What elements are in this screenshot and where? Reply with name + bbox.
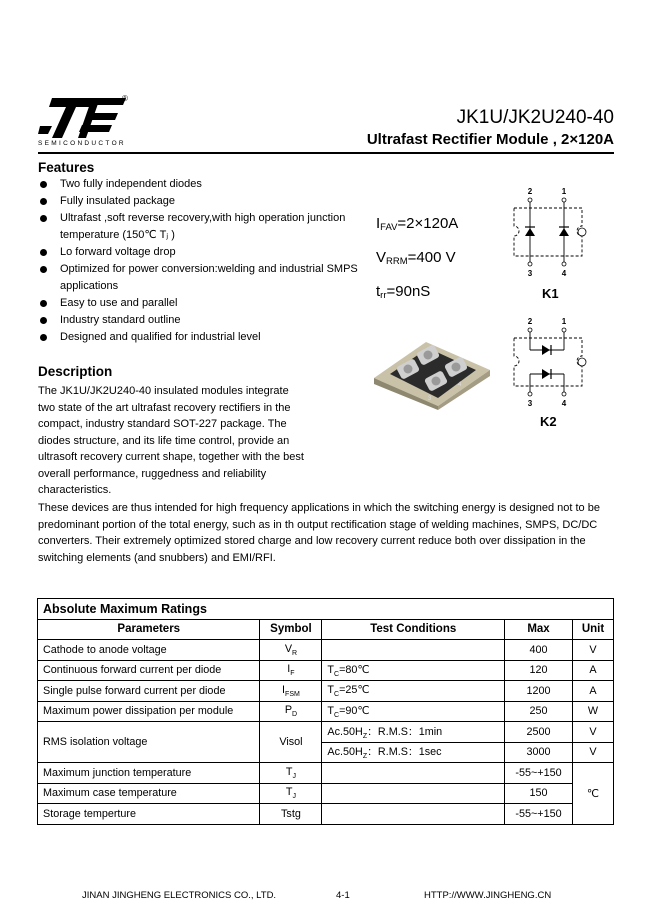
table-row bbox=[38, 804, 614, 825]
feature-item: Easy to use and parallel bbox=[38, 295, 368, 312]
table-row bbox=[38, 722, 614, 743]
condition-cell: $T_C=80℃$ bbox=[322, 660, 505, 681]
unit-cell: A bbox=[572, 660, 613, 681]
temp-unit-cell: ℃ bbox=[572, 763, 613, 825]
description-paragraph: The JK1U/JK2U240-40 insulated modules integrate two state of the art ultrafast recovery rectifiers in the compact, industry standard SOT-227 package. The diodes structure, and its life time control, provide an ultrasoft recovery current shape, together with the best overall performance, ruggedness and reliability characteristics. bbox=[38, 385, 304, 496]
features-heading: Features bbox=[38, 160, 95, 175]
feature-item: Fully insulated package bbox=[38, 193, 368, 210]
max-cell: 400 bbox=[505, 640, 573, 661]
param-cell: RMS isolation voltage bbox=[38, 722, 260, 763]
col-header-unit: Unit bbox=[572, 619, 613, 640]
registered-mark: ® bbox=[122, 94, 128, 103]
description-heading: Description bbox=[38, 364, 113, 379]
max-cell: 120 bbox=[505, 660, 573, 681]
param-cell: Storage temperture bbox=[38, 804, 260, 825]
k1-circuit-diagram bbox=[504, 186, 596, 281]
max-cell: 1200 bbox=[505, 681, 573, 702]
package-pin-4: 4 bbox=[458, 382, 462, 388]
feature-item: Ultrafast ,soft reverse recovery,with high operation junction temperature (150℃ Tⱼ ) bbox=[38, 210, 368, 244]
document-subtitle: Ultrafast Rectifier Module , 2×120A bbox=[366, 131, 614, 148]
symbol-cell: $I_{FSM}$ bbox=[260, 681, 322, 702]
feature-item: Industry standard outline bbox=[38, 312, 368, 329]
k1-pin-3: 3 bbox=[527, 269, 533, 278]
condition-cell bbox=[322, 804, 505, 825]
k1-label: K1 bbox=[542, 286, 559, 301]
col-header-symbol: Symbol bbox=[260, 619, 322, 640]
k1-pin-2: 2 bbox=[527, 187, 533, 196]
condition-cell bbox=[322, 763, 505, 784]
footer-url[interactable]: HTTP://WWW.JINGHENG.CN bbox=[424, 890, 552, 901]
symbol-cell: $P_D$ bbox=[260, 701, 322, 722]
table-row bbox=[38, 681, 614, 702]
param-cell: Maximum junction temperature bbox=[38, 763, 260, 784]
condition-cell bbox=[322, 640, 505, 661]
max-cell: -55~+150 bbox=[505, 763, 573, 784]
table-row bbox=[38, 701, 614, 722]
k2-pin-1: 1 bbox=[561, 317, 567, 326]
condition-cell: $Ac.50H_Z$：R.M.S：1min bbox=[322, 722, 505, 743]
param-cell: Maximum case temperature bbox=[38, 783, 260, 804]
spec-trr: $t_{rr}=90nS$ bbox=[376, 283, 431, 301]
max-cell: 3000 bbox=[505, 742, 573, 763]
table-row bbox=[38, 783, 614, 804]
symbol-cell: $T_J$ bbox=[260, 783, 322, 804]
footer-page-number: 4-1 bbox=[336, 890, 350, 901]
table-row bbox=[38, 660, 614, 681]
spec-ifav: $I_{FAV}=2\times 120A$ bbox=[376, 215, 459, 233]
company-tagline: SEMICONDUCTOR bbox=[38, 140, 126, 147]
symbol-cell: $I_F$ bbox=[260, 660, 322, 681]
ratings-table bbox=[37, 598, 614, 825]
symbol-cell: Visol bbox=[260, 722, 322, 763]
symbol-cell: Tstg bbox=[260, 804, 322, 825]
k2-pin-4: 4 bbox=[561, 399, 567, 408]
k1-pin-4: 4 bbox=[561, 269, 567, 278]
k2-pin-3: 3 bbox=[527, 399, 533, 408]
param-cell: Cathode to anode voltage bbox=[38, 640, 260, 661]
symbol-cell: $V_R$ bbox=[260, 640, 322, 661]
k2-label: K2 bbox=[540, 414, 557, 429]
spec-vrrm: $V_{RRM}=400$ V bbox=[376, 249, 456, 267]
unit-cell: A bbox=[572, 681, 613, 702]
unit-cell: W bbox=[572, 701, 613, 722]
condition-cell: $T_C=90℃$ bbox=[322, 701, 505, 722]
col-header-parameters: Parameters bbox=[38, 619, 260, 640]
table-header-row bbox=[38, 619, 614, 640]
description-paragraph-2: These devices are thus intended for high frequency applications in which the switching energy is designed not to be predominant portion of the total energy, such as in th output rectification stage of welding machines, SMPS, DC/DC converters. Their extremely optimized stored charge and low recovery current reduce both over dissipation in the switching elements (and snubbers) and EMI/RFI. bbox=[38, 502, 600, 564]
max-cell: -55~+150 bbox=[505, 804, 573, 825]
features-list bbox=[38, 176, 368, 346]
unit-cell: V bbox=[572, 742, 613, 763]
param-cell: Single pulse forward current per diode bbox=[38, 681, 260, 702]
feature-item: Lo forward voltage drop bbox=[38, 244, 368, 261]
col-header-max: Max bbox=[505, 619, 573, 640]
condition-cell: $Ac.50H_Z$：R.M.S：1sec bbox=[322, 742, 505, 763]
feature-item: Two fully independent diodes bbox=[38, 176, 368, 193]
k2-pin-2: 2 bbox=[527, 317, 533, 326]
symbol-cell: $T_J$ bbox=[260, 763, 322, 784]
table-row bbox=[38, 763, 614, 784]
footer-company: JINAN JINGHENG ELECTRONICS CO., LTD. bbox=[82, 890, 277, 901]
table-title-row bbox=[38, 599, 614, 620]
header-divider bbox=[38, 152, 614, 154]
max-cell: 2500 bbox=[505, 722, 573, 743]
max-cell: 150 bbox=[505, 783, 573, 804]
param-cell: Maximum power dissipation per module bbox=[38, 701, 260, 722]
unit-cell: V bbox=[572, 640, 613, 661]
part-number: JK1U/JK2U240-40 bbox=[456, 107, 614, 128]
condition-cell: $T_C=25℃$ bbox=[322, 681, 505, 702]
package-pin-3: 3 bbox=[428, 396, 432, 402]
max-cell: 250 bbox=[505, 701, 573, 722]
package-image bbox=[368, 326, 496, 410]
k2-circuit-diagram bbox=[504, 316, 596, 411]
ratings-title: Absolute Maximum Ratings bbox=[38, 599, 614, 620]
company-logo bbox=[38, 98, 128, 138]
feature-item: Optimized for power conversion:welding and industrial SMPS applications bbox=[38, 261, 368, 295]
param-cell: Continuous forward current per diode bbox=[38, 660, 260, 681]
condition-cell bbox=[322, 783, 505, 804]
col-header-test-conditions: Test Conditions bbox=[322, 619, 505, 640]
table-row bbox=[38, 640, 614, 661]
k1-pin-1: 1 bbox=[561, 187, 567, 196]
feature-item: Designed and qualified for industrial level bbox=[38, 329, 368, 346]
unit-cell: V bbox=[572, 722, 613, 743]
